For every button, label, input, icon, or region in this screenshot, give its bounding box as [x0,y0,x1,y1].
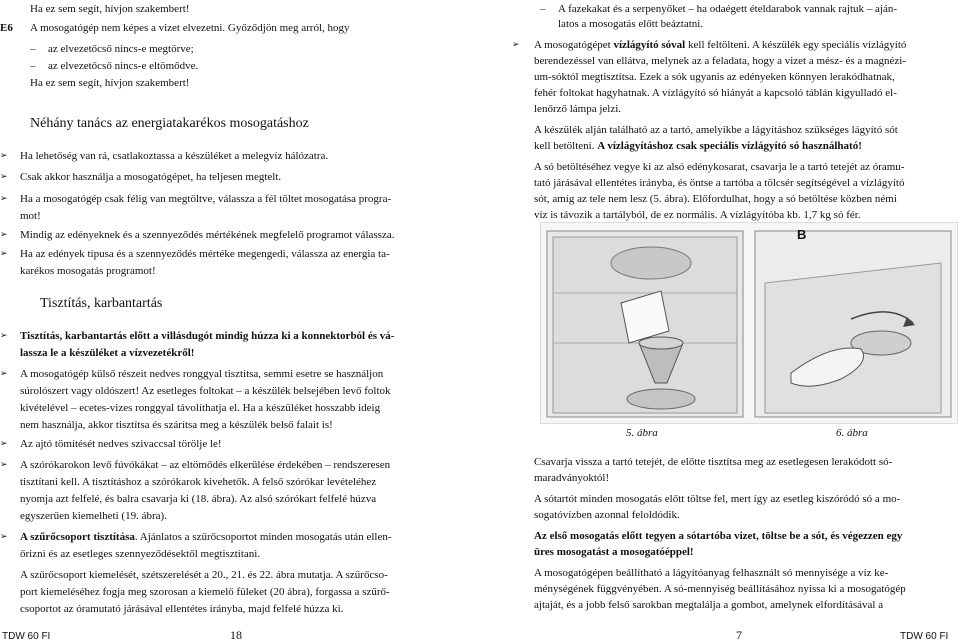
figure-5-caption: 5. ábra [626,427,658,439]
arrowhead-bullet-icon: ➢ [0,331,8,341]
clean-2d: nem használja, akkor tisztítsa és szárítsa meg a készülék belső falait is! [20,419,333,431]
e6-text: A mosogatógép nem képes a vizet elvezetni. Győződjön meg arról, hogy [30,22,350,34]
e6-dash-2: az elvezetőcső nincs-e eltömődve. [48,60,199,72]
arrowhead-bullet-icon: ➢ [0,151,8,161]
salt-para-3d: víz is távozik a tartályból, de ez normális. A vízlágyítóba kb. 1,7 kg só fér. [534,209,861,221]
clean-1-cont: lassza le a készüléket a vízvezetékről! [20,347,195,359]
salt-para-1b: berendezéssel van ellátva, melynek az a feladata, hogy a vizet a mész- és a magnézi- [534,55,906,67]
clean-4d: egyszerűen kiemelheti (19. ábra). [20,510,167,522]
clean-2a: A mosogatógép külső részeit nedves ronggyal tisztítsa, semmi esetre se használjon [20,368,384,380]
salt-para-3c: sót, amíg az tele nem lesz (5. ábra). Előfordulhat, hogy a só betöltése közben némi [534,193,897,205]
clean-6a: A szűrőcsoport kiemelését, szétszerelését a 20., 21. és 22. ábra mutatja. A szűrőcso- [20,569,388,581]
dash-icon: – [30,43,36,55]
salt-para-7b: ménységének függvényében. A só-mennyiség beállításához nyissa ki a mosogatógép [534,583,906,595]
clean-6c: csoportot az óramutató járásával ellentétes irányba, majd felfelé húzza ki. [20,603,344,615]
clean-2c: kivételével – ecetes-vizes ronggyal távolíthatja el. Ha a készüléket hosszabb ideig [20,402,381,414]
salt-para-3a: A só betöltéséhez vegye ki az alsó edénykosarat, csavarja le a tartó tetejét az óramu- [534,161,905,173]
arrowhead-bullet-icon: ➢ [0,369,8,379]
illustration-svg [541,223,957,423]
arrowhead-bullet-icon: ➢ [0,194,8,204]
e6-dash-1: az elvezetőcső nincs-e megtörve; [48,43,194,55]
dash-icon: – [540,3,546,15]
salt-para-4b: maradványoktól! [534,472,610,484]
footer-model-left: TDW 60 FI [2,631,51,642]
tip-2: Csak akkor használja a mosogatógépet, ha teljesen megtelt. [20,171,282,183]
tips-heading: Néhány tanács az energiatakarékos mosogatáshoz [30,116,309,131]
salt-para-1a: A mosogatógépet vízlágyító sóval kell feltölteni. A készülék egy speciális vízlágyító [534,39,907,51]
salt-para-1c: um-sóktól megtisztítsa. Ezek a sók ugyanis az edényeken könnyen lerakódhatnak, [534,71,895,83]
presoak-line-2: latos a mosogatás előtt beáztatni. [558,18,704,30]
cleaning-heading: Tisztítás, karbantartás [40,296,163,311]
footer-model-right: TDW 60 FI [900,631,949,642]
arrowhead-bullet-icon: ➢ [512,40,520,50]
clean-6b: port kiemeléséhez fogja meg szorosan a kiemelő füleket (20 ábra), forgassa a szűrő- [20,586,390,598]
tip-4: Mindig az edényeknek és a szennyeződés mértékének megfelelő programot válassza. [20,229,395,241]
arrowhead-bullet-icon: ➢ [0,532,8,542]
arrowhead-bullet-icon: ➢ [0,172,8,182]
footer-page-right: 7 [736,628,742,642]
figure-label-b: B [797,227,807,242]
salt-para-5a: A sótartót minden mosogatás előtt töltse fel, mert így az esetleg kiszóródó só a mo- [534,493,901,505]
clean-3: Az ajtó tömítését nedves szivaccsal törölje le! [20,438,222,450]
tip-5-cont: karékos mosogatás programot! [20,265,156,277]
salt-container-illustration [540,222,958,424]
clean-1: Tisztítás, karbantartás előtt a villásdugót mindig húzza ki a konnektorból és vá- [20,330,395,342]
salt-para-2a: A készülék alján található az a tartó, amelyikbe a lágyításhoz szükséges lágyító sót [534,124,898,136]
tip-3: Ha a mosogatógép csak félig van megtöltve, válassza a fél töltet mosogatása progra- [20,193,392,205]
tip-3-cont: mot! [20,210,41,222]
salt-para-4a: Csavarja vissza a tartó tetejét, de előtte tisztítsa meg az esetlegesen lerakódott só- [534,456,893,468]
clean-4c: nyomja azt felfelé, és balra csavarja ki (18. ábra). Az alsó szórókart felfelé húzva [20,493,377,505]
salt-para-3b: tató járásával ellentétes irányba, és öntse a tartóba a tölcsér segítségével a vízlágyító [534,177,905,189]
tip-5: Ha az edények típusa és a szennyeződés mértéke megengedi, válassza az energia ta- [20,248,390,260]
figure-6-caption: 6. ábra [836,427,868,439]
arrowhead-bullet-icon: ➢ [0,230,8,240]
salt-para-2b: kell betölteni. A vízlágyításhoz csak speciális vízlágyító só használható! [534,140,862,152]
salt-para-6b: üres mosogatást a mosogatóéppel! [534,546,694,558]
salt-para-5b: sogatóvízben azonnal feloldódik. [534,509,680,521]
e6-tail: Ha ez sem segít, hívjon szakembert! [30,77,190,89]
footer-page-left: 18 [230,628,242,642]
salt-para-6a: Az első mosogatás előtt tegyen a sótartóba vizet, töltse be a sót, és végezzen egy [534,530,903,542]
salt-para-7a: A mosogatógépen beállítható a lágyítóanyag felhasznált só mennyisége a víz ke- [534,567,889,579]
arrowhead-bullet-icon: ➢ [0,460,8,470]
salt-para-7c: ajtaját, és a jobb felső sarokban megtalálja a gombot, amelynek elfordításával a [534,599,884,611]
clean-5a: A szűrőcsoport tisztítása. Ajánlatos a szűrőcsoportot minden mosogatás után ellen- [20,531,392,543]
clean-5b: őrizni és az esetleges szennyeződésektől megtisztítani. [20,548,261,560]
clean-2b: súrolószert vagy oldószert! Az esetleges foltokat – a készülék belsejében levő foltok [20,385,391,397]
error-code-e6: E6 [0,22,13,34]
presoak-line-1: A fazekakat és a serpenyőket – ha odaégett ételdarabok vannak rajtuk – aján- [558,3,898,15]
e5-tail: Ha ez sem segít, hívjon szakembert! [30,3,190,15]
tip-1: Ha lehetőség van rá, csatlakoztassa a készüléket a melegvíz hálózatra. [20,150,329,162]
salt-para-1e: lenőrző lámpa jelzi. [534,103,622,115]
dash-icon: – [30,60,36,72]
arrowhead-bullet-icon: ➢ [0,439,8,449]
clean-4b: tisztítani kell. A tisztításhoz a szórókarok kivehetők. A felső szórókar levételéhez [20,476,377,488]
arrowhead-bullet-icon: ➢ [0,249,8,259]
salt-para-1d: fehér foltokat hagyhatnak. A vízlágyító só hiányát a kapcsoló táblán kigyulladó el- [534,87,897,99]
clean-4a: A szórókarokon levő fúvókákat – az eltömődés elkerülése érdekében – rendszeresen [20,459,391,471]
